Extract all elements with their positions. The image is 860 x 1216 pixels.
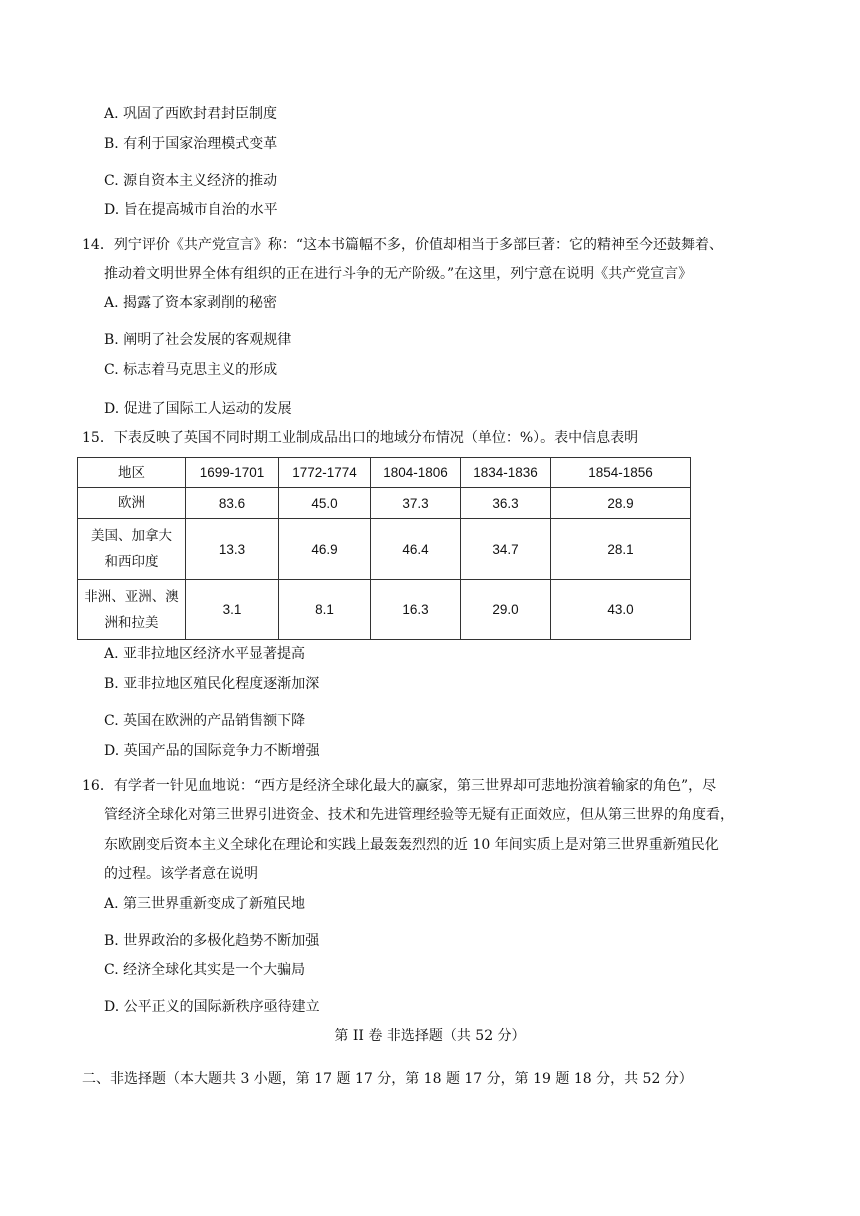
q16-option-d: D. 公平正义的国际新秩序亟待建立	[104, 999, 320, 1015]
table-row-label: 欧洲	[78, 488, 186, 519]
q13-option-d: D. 旨在提高城市自治的水平	[104, 202, 278, 218]
q16-option-b: B. 世界政治的多极化趋势不断加强	[104, 933, 320, 949]
table-cell: 8.1	[279, 580, 371, 640]
q15-option-b: B. 亚非拉地区殖民化程度逐渐加深	[104, 676, 320, 692]
table-cell: 3.1	[186, 580, 279, 640]
q15-option-d: D. 英国产品的国际竞争力不断增强	[104, 743, 320, 759]
table-row-label: 美国、加拿大 和西印度	[78, 519, 186, 580]
q16-stem-line1: 16．有学者一针见血地说：“西方是经济全球化最大的赢家，第三世界却可悲地扮演着输家的角色”，尽	[82, 778, 717, 794]
q14-stem-line1: 14．列宁评价《共产党宣言》称：“这本书篇幅不多，价值却相当于多部巨著：它的精神至今还鼓舞着、	[82, 237, 723, 253]
table-cell: 34.7	[461, 519, 551, 580]
q14-stem-line2: 推动着文明世界全体有组织的正在进行斗争的无产阶级。”在这里，列宁意在说明《共产党宣言》	[104, 266, 693, 282]
table-header-cell: 1834-1836	[461, 458, 551, 488]
table-cell: 13.3	[186, 519, 279, 580]
table-cell: 43.0	[551, 580, 691, 640]
q13-option-b: B. 有利于国家治理模式变革	[104, 136, 278, 152]
table-cell: 83.6	[186, 488, 279, 519]
q13-option-c: C. 源自资本主义经济的推动	[104, 173, 278, 189]
table-cell: 37.3	[371, 488, 461, 519]
table-header-cell: 1804-1806	[371, 458, 461, 488]
table-header-cell: 1772-1774	[279, 458, 371, 488]
part2-title: 第 II 卷 非选择题（共 52 分）	[334, 1028, 526, 1044]
q16-stem-line3: 东欧剧变后资本主义全球化在理论和实践上最轰轰烈烈的近 10 年间实质上是对第三世界重新殖民化	[104, 837, 719, 853]
q16-option-a: A. 第三世界重新变成了新殖民地	[104, 896, 306, 912]
table-header-cell: 1699-1701	[186, 458, 279, 488]
table-row-label: 非洲、亚洲、澳 洲和拉美	[78, 580, 186, 640]
part2-heading: 二、非选择题（本大题共 3 小题，第 17 题 17 分，第 18 题 17 分，第 19 题 18 分，共 52 分）	[82, 1071, 693, 1087]
table-cell: 46.9	[279, 519, 371, 580]
q16-stem-line4: 的过程。该学者意在说明	[104, 866, 258, 882]
table-cell: 28.9	[551, 488, 691, 519]
q14-option-b: B. 阐明了社会发展的客观规律	[104, 332, 292, 348]
table-row	[78, 580, 691, 640]
q16-option-c: C. 经济全球化其实是一个大骗局	[104, 962, 306, 978]
export-distribution-table	[77, 457, 691, 640]
table-row	[78, 488, 691, 519]
q16-stem-line2: 管经济全球化对第三世界引进资金、技术和先进管理经验等无疑有正面效应，但从第三世界的角度看，	[104, 807, 734, 823]
table-header-cell: 地区	[78, 458, 186, 488]
table-cell: 45.0	[279, 488, 371, 519]
table-header-row	[78, 458, 691, 488]
q15-stem: 15．下表反映了英国不同时期工业制成品出口的地域分布情况（单位：%）。表中信息表明	[82, 430, 639, 446]
q15-option-a: A. 亚非拉地区经济水平显著提高	[104, 646, 306, 662]
q14-option-d: D. 促进了国际工人运动的发展	[104, 401, 292, 417]
q13-option-a: A. 巩固了西欧封君封臣制度	[104, 106, 278, 122]
table-cell: 36.3	[461, 488, 551, 519]
table-cell: 46.4	[371, 519, 461, 580]
table-cell: 28.1	[551, 519, 691, 580]
q14-option-c: C. 标志着马克思主义的形成	[104, 362, 278, 378]
table-row	[78, 519, 691, 580]
table-cell: 29.0	[461, 580, 551, 640]
q14-option-a: A. 揭露了资本家剥削的秘密	[104, 295, 278, 311]
table-cell: 16.3	[371, 580, 461, 640]
table-header-cell: 1854-1856	[551, 458, 691, 488]
q15-option-c: C. 英国在欧洲的产品销售额下降	[104, 713, 306, 729]
